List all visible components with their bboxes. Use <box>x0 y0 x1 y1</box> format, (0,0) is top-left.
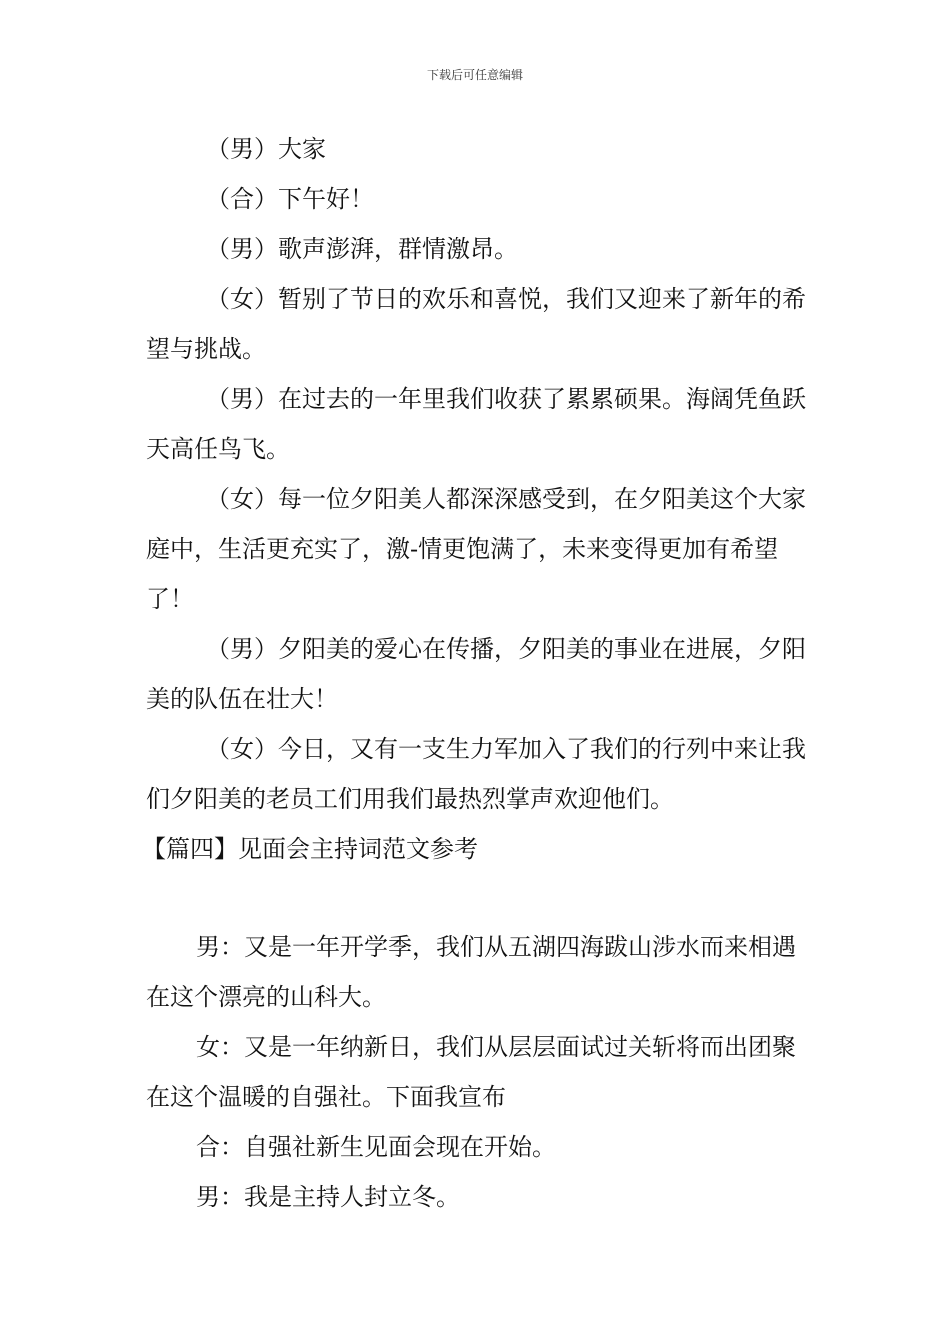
paragraph: （女）今日，又有一支生力军加入了我们的行列中来让我们夕阳美的老员工们用我们最热烈掌声欢迎他们。 <box>146 735 806 813</box>
paragraph: （男）大家 <box>206 135 326 163</box>
paragraph: 男：我是主持人封立冬。 <box>196 1183 460 1211</box>
document-body <box>142 124 808 1222</box>
spacer <box>146 874 808 922</box>
page-header: 下载后可任意编辑 <box>426 68 523 82</box>
paragraph: 合：自强社新生见面会现在开始。 <box>196 1133 556 1161</box>
paragraph: （女）暂别了节日的欢乐和喜悦，我们又迎来了新年的希望与挑战。 <box>146 285 806 363</box>
paragraph: （女）每一位夕阳美人都深深感受到，在夕阳美这个大家庭中，生活更充实了，激-情更饱满了，未来变得更加有希望了！ <box>146 485 806 613</box>
section-title: 【篇四】见面会主持词范文参考 <box>142 835 478 863</box>
paragraph: （男）在过去的一年里我们收获了累累硕果。海阔凭鱼跃天高任鸟飞。 <box>146 385 806 463</box>
paragraph: 女：又是一年纳新日，我们从层层面试过关斩将而出团聚在这个温暖的自强社。下面我宣布 <box>146 1033 796 1111</box>
paragraph: （合）下午好！ <box>206 185 374 213</box>
paragraph: （男）歌声澎湃，群情激昂。 <box>206 235 518 263</box>
paragraph: 男：又是一年开学季，我们从五湖四海跋山涉水而来相遇在这个漂亮的山科大。 <box>146 933 796 1011</box>
paragraph: （男）夕阳美的爱心在传播，夕阳美的事业在进展，夕阳美的队伍在壮大！ <box>146 635 806 713</box>
